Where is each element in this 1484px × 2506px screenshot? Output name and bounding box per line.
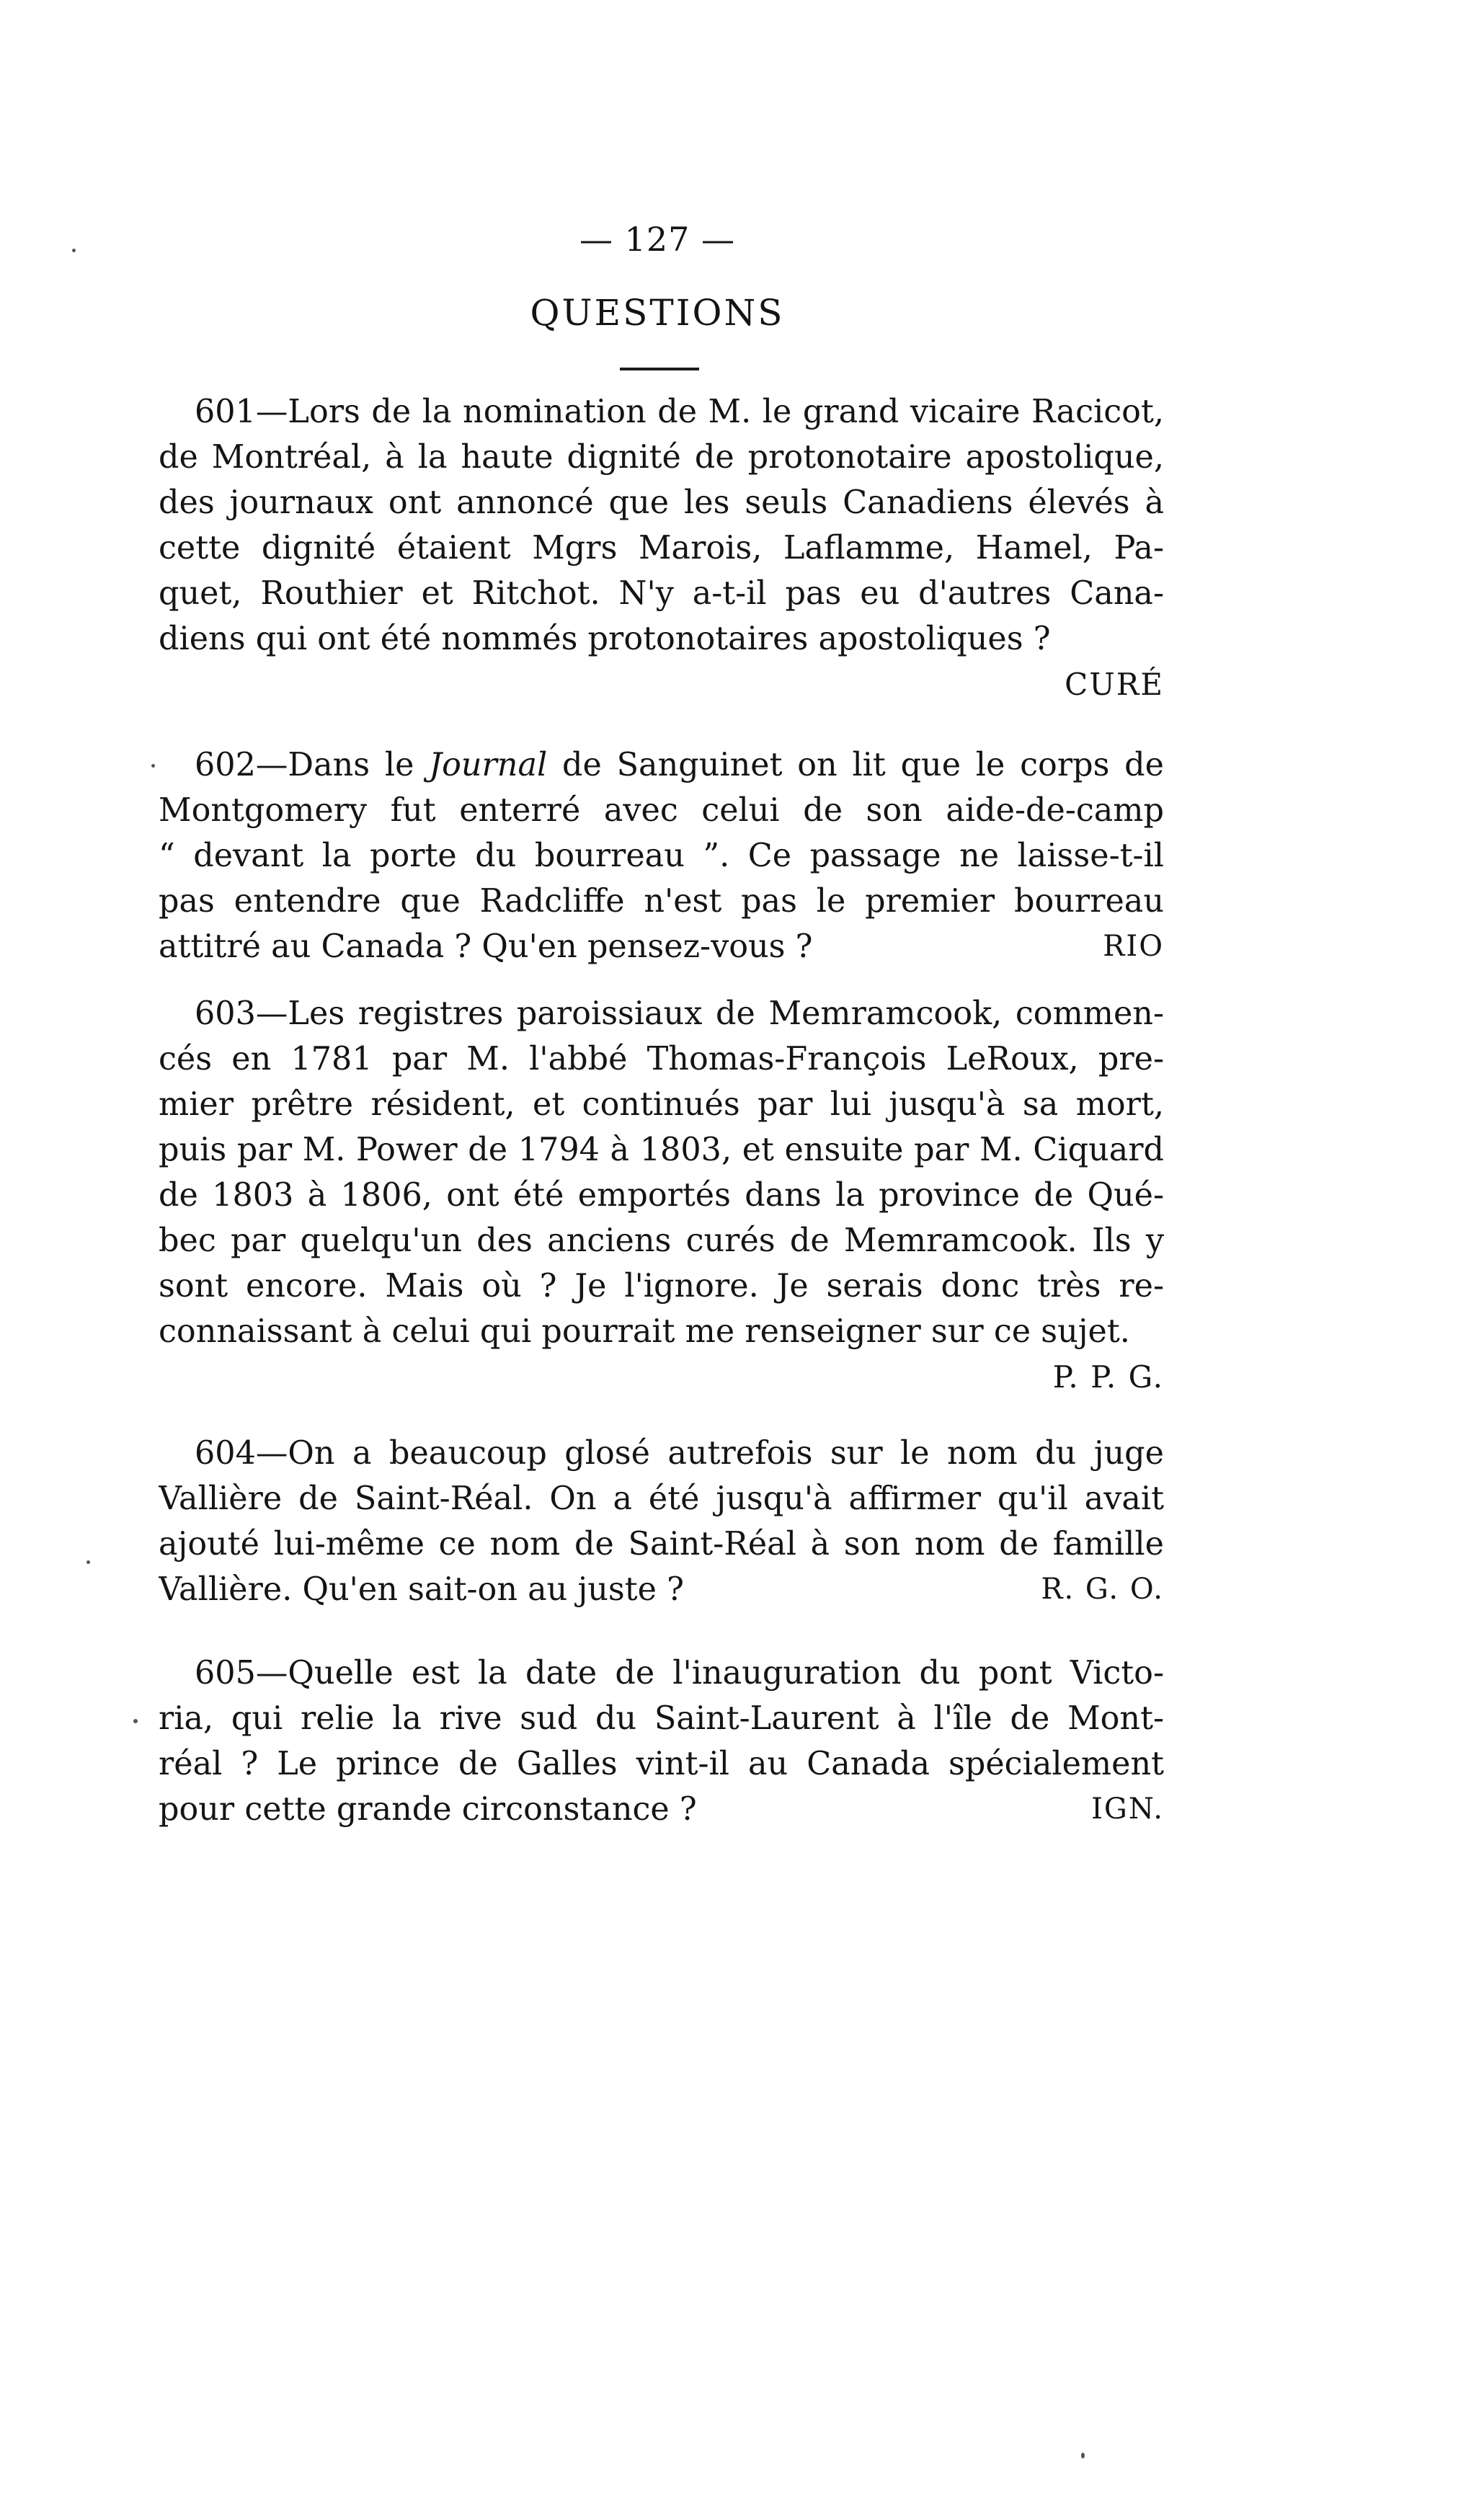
- journal-title: Journal: [429, 747, 548, 783]
- question-line: bec par quelqu'un des anciens curés de Memramcook. Ils y: [159, 1222, 1164, 1259]
- question-601: [159, 389, 1164, 707]
- question-line: diens qui ont été nommés protonotaires apostoliques ?: [159, 621, 1051, 657]
- question-line: ria, qui relie la rive sud du Saint-Laurent à l'île de Mont-: [159, 1700, 1164, 1737]
- speck: [133, 1719, 138, 1723]
- question-line: Montgomery fut enterré avec celui de son aide-de-camp: [159, 792, 1164, 829]
- question-text: Vallière. Qu'en sait-on au juste ?: [159, 1571, 684, 1608]
- question-line: [159, 1787, 1164, 1832]
- question-signature: P. P. G.: [1052, 1359, 1164, 1395]
- page-number: — 127 —: [579, 220, 736, 259]
- question-line: 605—Quelle est la date de l'inauguration du pont Victo-: [195, 1655, 1164, 1692]
- question-text: de Sanguinet on lit que le corps de: [562, 747, 1164, 783]
- question-line: cette dignité étaient Mgrs Marois, Laflamme, Hamel, Pa-: [159, 530, 1164, 566]
- question-604: [159, 1431, 1164, 1612]
- question-line: réal ? Le prince de Galles vint-il au Canada spécialement: [159, 1746, 1164, 1782]
- question-line: [159, 1567, 1164, 1612]
- question-line: cés en 1781 par M. l'abbé Thomas-François LeRoux, pre-: [159, 1041, 1164, 1078]
- question-605: [159, 1650, 1164, 1832]
- question-602: [159, 742, 1164, 969]
- question-signature: IGN.: [1091, 1792, 1164, 1826]
- question-text: 602—Dans le: [195, 747, 414, 783]
- speck: [72, 249, 76, 252]
- question-line: [159, 742, 1164, 788]
- question-line: 603—Les registres paroissiaux de Memramcook, commen-: [195, 995, 1164, 1032]
- question-line: pas entendre que Radcliffe n'est pas le premier bourreau: [159, 883, 1164, 920]
- speck: [86, 1560, 90, 1564]
- question-line: connaissant à celui qui pourrait me renseigner sur ce sujet.: [159, 1313, 1130, 1350]
- question-line: puis par M. Power de 1794 à 1803, et ensuite par M. Ciquard: [159, 1132, 1164, 1168]
- title-divider: [620, 368, 699, 370]
- question-line: de 1803 à 1806, ont été emportés dans la province de Qué-: [159, 1177, 1164, 1214]
- question-line: “ devant la porte du bourreau ”. Ce passage ne laisse-t-il: [159, 837, 1164, 874]
- section-title: QUESTIONS: [530, 292, 785, 334]
- question-line: mier prêtre résident, et continués par lui jusqu'à sa mort,: [159, 1086, 1164, 1123]
- question-text: pour cette grande circonstance ?: [159, 1791, 697, 1828]
- question-line: sont encore. Mais où ? Je l'ignore. Je serais donc très re-: [159, 1268, 1164, 1305]
- question-signature: CURÉ: [1065, 667, 1164, 702]
- question-line: des journaux ont annoncé que les seuls Canadiens élevés à: [159, 484, 1164, 521]
- question-line: quet, Routhier et Ritchot. N'y a-t-il pas eu d'autres Cana-: [159, 575, 1164, 612]
- question-603: [159, 991, 1164, 1400]
- question-line: ajouté lui-même ce nom de Saint-Réal à son nom de famille: [159, 1526, 1164, 1563]
- speck: [1081, 2453, 1085, 2458]
- question-line: de Montréal, à la haute dignité de protonotaire apostolique,: [159, 439, 1164, 476]
- question-signature: R. G. O.: [1041, 1573, 1164, 1606]
- question-signature: RIO: [1103, 930, 1164, 963]
- question-line: 601—Lors de la nomination de M. le grand vicaire Racicot,: [195, 394, 1164, 430]
- speck: [151, 764, 155, 768]
- question-line: [159, 924, 1164, 969]
- question-line: 604—On a beaucoup glosé autrefois sur le nom du juge: [195, 1435, 1164, 1472]
- question-text: attitré au Canada ? Qu'en pensez-vous ?: [159, 928, 813, 965]
- question-line: Vallière de Saint-Réal. On a été jusqu'à affirmer qu'il avait: [159, 1480, 1164, 1517]
